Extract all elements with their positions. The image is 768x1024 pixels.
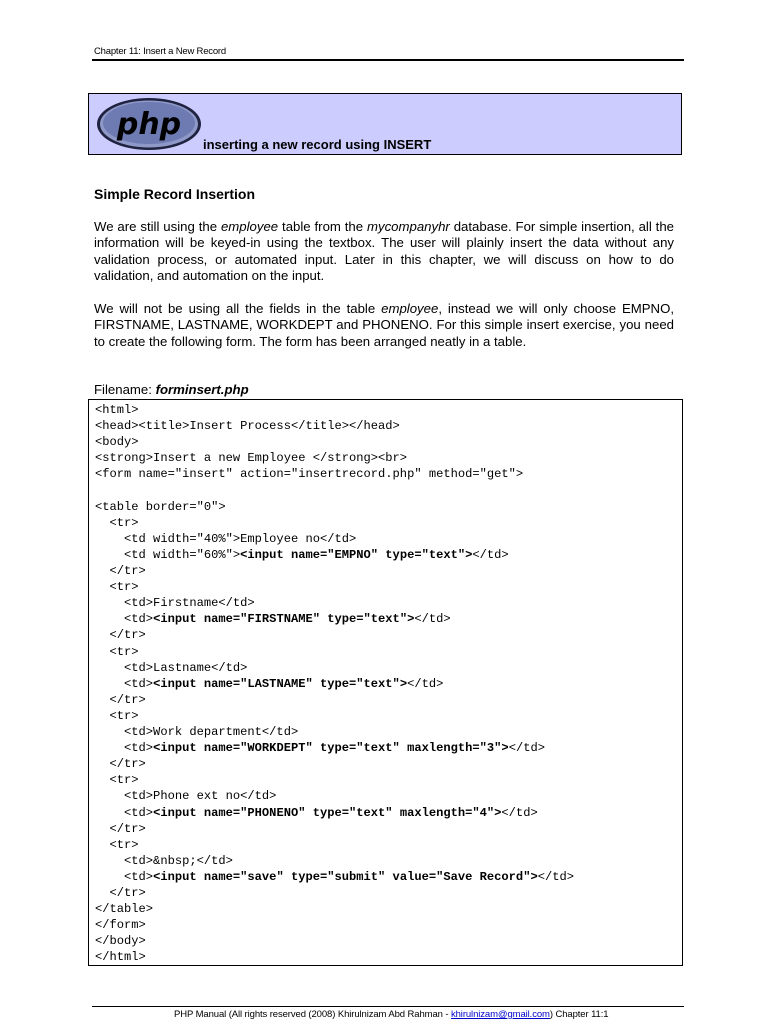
code-line: </tr> [95, 821, 146, 836]
code-line: <td><input name="WORKDEPT" type="text" maxlength="3"></td> [95, 741, 545, 756]
code-line: <tr> [95, 773, 139, 788]
title-banner [88, 93, 682, 155]
code-line: </tr> [95, 628, 146, 643]
filename-caption: Filename: forminsert.php [94, 382, 249, 397]
code-line: <td><input name="LASTNAME" type="text"></td> [95, 676, 444, 691]
footer-rule [92, 1006, 684, 1007]
code-line: <table border="0"> [95, 499, 226, 514]
code-line: <td>Lastname</td> [95, 660, 248, 675]
code-line: </tr> [95, 757, 146, 772]
code-line: </tr> [95, 692, 146, 707]
code-line: <td>Phone ext no</td> [95, 789, 277, 804]
code-listing [88, 399, 683, 966]
code-line: <strong>Insert a new Employee </strong><br> [95, 451, 408, 466]
code-line: <td><input name="save" type="submit" value="Save Record"></td> [95, 869, 575, 884]
code-line: <html> [95, 403, 139, 417]
code-line: <td>Firstname</td> [95, 596, 255, 611]
code-line: </tr> [95, 564, 146, 578]
code-line: <form name="insert" action="insertrecord.php" method="get"> [95, 467, 524, 482]
php-logo-text: php [116, 107, 182, 142]
code-line: <td width="40%">Employee no</td> [95, 531, 357, 546]
code-line: <body> [95, 435, 139, 450]
code-line: </html> [95, 950, 146, 965]
section-heading: Simple Record Insertion [94, 186, 256, 202]
header-rule [92, 59, 684, 61]
page-header: Chapter 11: Insert a New Record [94, 46, 226, 57]
banner-title: inserting a new record using INSERT [203, 137, 432, 152]
code-line: <tr> [95, 644, 139, 659]
code-line: <td><input name="FIRSTNAME" type="text"></td> [95, 612, 451, 627]
code-line: <tr> [95, 708, 139, 723]
code-line: <head><title>Insert Process</title></head> [95, 419, 400, 434]
code-line: <td><input name="PHONENO" type="text" maxlength="4"></td> [95, 805, 538, 820]
intro-paragraph: We are still using the employee table from the mycompanyhr database. For simple insertion, all the information will be keyed-in using the textbox. The user will plainly insert the data without any validation process, or automated input. Later in this chapter, we will discuss on how to do validation, and automation on the input. [94, 219, 674, 284]
code-line: <td width="60%"><input name="EMPNO" type="text"></td> [95, 547, 509, 562]
author-email-link[interactable]: khirulnizam@gmail.com [450, 1009, 550, 1020]
code-line: <tr> [95, 837, 139, 852]
code-line: </table> [95, 902, 154, 917]
fields-paragraph: We will not be using all the fields in the table employee, instead we will only choose EMPNO, FIRSTNAME, LASTNAME, WORKDEPT and PHONENO. For this simple insert exercise, you need to create the following form. The form has been arranged neatly in a table. [94, 301, 674, 349]
php-logo [95, 96, 203, 152]
code-line: <td>&nbsp;</td> [95, 853, 233, 868]
code-line: </body> [95, 934, 146, 949]
code-line: </form> [95, 918, 146, 933]
code-line: <tr> [95, 580, 139, 595]
code-line: <tr> [95, 515, 139, 530]
code-line: </tr> [95, 886, 146, 900]
filename-value: forminsert.php [155, 382, 249, 397]
code-line: <td>Work department</td> [95, 725, 299, 739]
page-footer: PHP Manual (All rights reserved (2008) Khirulnizam Abd Rahman - khirulnizam@gmail.com) Chapter 11:1 [174, 1009, 609, 1020]
